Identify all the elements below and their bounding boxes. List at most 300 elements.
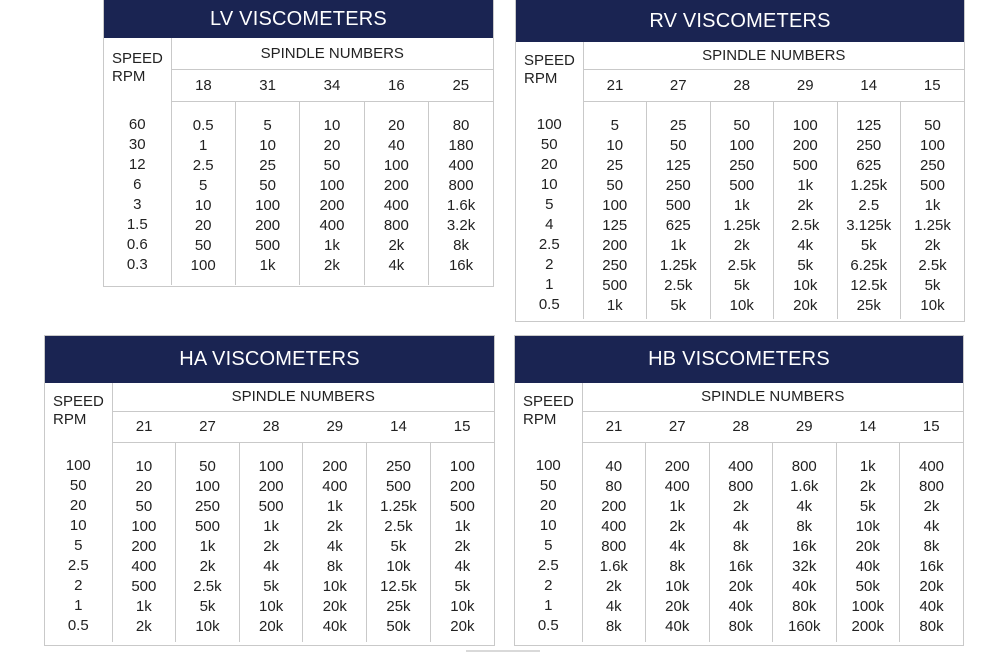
viscosity-value: 4k <box>796 497 813 515</box>
viscosity-value: 5k <box>797 256 814 274</box>
lv-spindle-table <box>104 38 493 285</box>
viscosity-value: 200 <box>131 537 157 555</box>
spindle-number: 27 <box>646 411 710 442</box>
viscosity-value: 1k <box>859 457 876 475</box>
viscosity-value: 2k <box>199 557 216 575</box>
viscosity-value: 400 <box>728 457 754 475</box>
panel-title: RV VISCOMETERS <box>516 0 964 42</box>
panel-title: LV VISCOMETERS <box>104 0 493 38</box>
viscosity-value: 2.5k <box>384 517 413 535</box>
spindle-numbers-header: SPINDLE NUMBERS <box>171 38 493 69</box>
viscosity-value: 4k <box>454 557 471 575</box>
viscosity-value: 25 <box>669 116 687 134</box>
rpm-value: 4 <box>545 216 554 233</box>
viscosity-value: 400 <box>383 196 409 214</box>
rpm-value: 20 <box>69 497 87 514</box>
spindle-number: 29 <box>774 69 838 101</box>
viscosity-value: 500 <box>665 196 691 214</box>
viscosity-value: 2k <box>326 517 343 535</box>
panel-title: HB VISCOMETERS <box>515 336 963 383</box>
viscosity-value: 800 <box>448 176 474 194</box>
rpm-value: 2 <box>74 577 83 594</box>
rpm-value: 0.5 <box>67 617 89 634</box>
rpm-value: 1 <box>545 276 554 293</box>
viscosity-value: 125 <box>665 156 691 174</box>
viscosity-value: 500 <box>258 497 284 515</box>
viscosity-value: 2.5k <box>727 256 756 274</box>
viscosity-value: 40 <box>605 457 623 475</box>
viscosity-value: 40k <box>855 557 880 575</box>
viscosity-value: 2k <box>324 256 340 274</box>
rpm-value: 50 <box>69 477 87 494</box>
rpm-value: 50 <box>539 477 557 494</box>
viscosity-value: 200 <box>258 477 284 495</box>
viscosity-column <box>171 101 235 285</box>
viscosity-value: 10k <box>729 296 754 314</box>
spindle-number: 28 <box>239 411 303 442</box>
viscosity-value: 1k <box>670 236 687 254</box>
rv-spindle-table <box>516 42 964 319</box>
rpm-value: 0.3 <box>126 256 148 273</box>
viscosity-value: 10k <box>920 296 945 314</box>
viscosity-value: 2k <box>923 497 940 515</box>
spindle-number: 18 <box>171 69 235 101</box>
viscosity-column <box>235 101 299 285</box>
rpm-value: 10 <box>540 176 558 193</box>
viscosity-value: 50 <box>606 176 624 194</box>
spindle-number: 31 <box>235 69 299 101</box>
spindle-number: 15 <box>901 69 965 101</box>
viscosity-value: 5k <box>390 537 407 555</box>
viscosity-value: 16k <box>728 557 753 575</box>
viscosity-value: 100 <box>919 136 946 154</box>
viscosity-value: 1.6k <box>790 477 819 495</box>
viscosity-value: 500 <box>194 517 220 535</box>
spindle-numbers-header: SPINDLE NUMBERS <box>112 383 494 411</box>
viscosity-value: 10 <box>259 136 276 154</box>
viscosity-value: 25k <box>856 296 881 314</box>
viscosity-value: 5 <box>610 116 619 134</box>
divider <box>466 650 540 652</box>
spindle-number: 28 <box>709 411 773 442</box>
viscosity-value: 20k <box>450 617 475 635</box>
viscosity-value: 200 <box>319 196 345 214</box>
viscosity-value: 1k <box>669 497 686 515</box>
viscosity-value: 3.125k <box>846 216 892 234</box>
viscosity-value: 625 <box>856 156 882 174</box>
viscosity-value: 50 <box>259 176 276 194</box>
viscosity-value: 1k <box>797 176 814 194</box>
spindle-number: 14 <box>367 411 431 442</box>
viscosity-value: 80 <box>605 477 623 495</box>
viscosity-value: 400 <box>322 477 348 495</box>
viscosity-value: 100 <box>319 176 345 194</box>
viscosity-value: 2.5k <box>791 216 820 234</box>
viscosity-value: 5k <box>733 276 750 294</box>
spindle-number: 15 <box>430 411 494 442</box>
viscosity-value: 200 <box>322 457 348 475</box>
viscosity-value: 20k <box>259 617 284 635</box>
spindle-number: 27 <box>176 411 240 442</box>
viscosity-value: 50 <box>194 236 212 254</box>
viscosity-value: 10k <box>665 577 690 595</box>
viscosity-value: 10k <box>450 597 475 615</box>
viscosity-value: 20k <box>665 597 690 615</box>
viscosity-value: 200 <box>664 457 690 475</box>
viscosity-value: 1k <box>733 196 750 214</box>
rpm-value: 10 <box>539 517 557 534</box>
viscosity-value: 400 <box>448 156 474 174</box>
viscosity-value: 5k <box>859 497 876 515</box>
viscosity-value: 100 <box>255 196 281 214</box>
viscosity-value: 2k <box>263 537 280 555</box>
viscosity-value: 25k <box>386 597 411 615</box>
viscosity-value: 400 <box>664 477 690 495</box>
viscosity-value: 10k <box>259 597 284 615</box>
viscosity-value: 250 <box>602 256 628 274</box>
viscosity-value: 8k <box>326 557 343 575</box>
viscosity-value: 100 <box>602 196 628 214</box>
viscosity-value: 40k <box>322 617 347 635</box>
viscosity-value: 1.6k <box>446 196 476 214</box>
viscosity-value: 50 <box>733 116 751 134</box>
viscosity-value: 4k <box>669 537 686 555</box>
spindle-number: 15 <box>900 411 964 442</box>
rpm-value: 100 <box>536 116 562 133</box>
viscosity-value: 1.25k <box>914 216 951 234</box>
viscosity-value: 40k <box>728 597 753 615</box>
viscosity-value: 20 <box>135 477 153 495</box>
viscosity-value: 2k <box>669 517 686 535</box>
viscosity-value: 50k <box>386 617 411 635</box>
viscosity-value: 1k <box>454 517 471 535</box>
viscosity-value: 10k <box>322 577 347 595</box>
viscosity-value: 10 <box>194 196 212 214</box>
spindle-number: 29 <box>773 411 837 442</box>
viscosity-column <box>430 442 494 642</box>
viscosity-value: 20k <box>728 577 753 595</box>
viscosity-value: 20k <box>322 597 347 615</box>
viscosity-value: 1k <box>199 537 216 555</box>
viscosity-value: 80 <box>452 116 470 134</box>
rpm-value: 5 <box>544 537 553 554</box>
ha-spindle-table <box>45 383 494 642</box>
viscosity-value: 1.25k <box>850 176 888 194</box>
rpm-value: 3 <box>133 196 142 213</box>
viscosity-column <box>709 442 773 642</box>
viscosity-value: 8k <box>605 617 622 635</box>
viscosity-value: 25 <box>606 156 624 174</box>
viscosity-value: 5k <box>454 577 471 595</box>
viscosity-column <box>367 442 431 642</box>
viscosity-value: 2k <box>859 477 876 495</box>
spindle-number: 16 <box>364 69 428 101</box>
viscosity-value: 400 <box>601 517 627 535</box>
rpm-value: 5 <box>74 537 83 554</box>
viscosity-value: 100 <box>190 256 216 274</box>
viscosity-value: 1.25k <box>659 256 697 274</box>
rpm-value: 2.5 <box>67 557 89 574</box>
viscosity-value: 4k <box>326 537 343 555</box>
rpm-value: 5 <box>545 196 554 213</box>
speed-rpm-header: SPEED RPM <box>516 42 583 101</box>
viscosity-value: 800 <box>728 477 754 495</box>
viscosity-value: 800 <box>601 537 627 555</box>
viscosity-value: 800 <box>918 477 945 495</box>
spindle-number: 21 <box>583 69 647 101</box>
rpm-value: 60 <box>128 116 146 133</box>
rpm-column <box>515 442 582 642</box>
viscosity-value: 1.6k <box>599 557 628 575</box>
viscosity-value: 4k <box>605 597 622 615</box>
viscosity-value: 80k <box>919 617 944 635</box>
rpm-column <box>516 101 583 319</box>
viscosity-value: 40k <box>792 577 817 595</box>
speed-rpm-header: SPEED RPM <box>45 383 112 442</box>
viscosity-value: 40k <box>919 597 944 615</box>
rpm-value: 2.5 <box>537 557 559 574</box>
viscosity-column <box>836 442 900 642</box>
viscosity-value: 250 <box>919 156 946 174</box>
spindle-number: 21 <box>112 411 176 442</box>
rpm-value: 6 <box>133 176 142 193</box>
rpm-value: 20 <box>540 156 558 173</box>
viscosity-value: 3.2k <box>446 216 476 234</box>
viscosity-value: 16k <box>919 557 944 575</box>
viscosity-value: 250 <box>729 156 755 174</box>
viscosity-value: 4k <box>732 517 749 535</box>
viscosity-value: 5k <box>199 597 216 615</box>
viscosity-value: 4k <box>923 517 940 535</box>
viscosity-column <box>773 442 837 642</box>
viscosity-column <box>710 101 774 319</box>
spindle-number: 21 <box>582 411 646 442</box>
viscosity-value: 2k <box>924 236 941 254</box>
viscosity-value: 12.5k <box>380 577 417 595</box>
speed-rpm-header: SPEED RPM <box>515 383 582 442</box>
viscosity-value: 125 <box>856 116 882 134</box>
viscosity-value: 10k <box>793 276 818 294</box>
viscosity-value: 80k <box>792 597 817 615</box>
viscosity-value: 2k <box>797 196 814 214</box>
viscosity-column <box>583 101 647 319</box>
viscosity-value: 16k <box>792 537 817 555</box>
viscosity-value: 5k <box>670 296 687 314</box>
viscosity-value: 8k <box>453 236 469 254</box>
viscosity-value: 20 <box>194 216 212 234</box>
viscosity-value: 8k <box>923 537 940 555</box>
viscosity-value: 1k <box>259 256 276 274</box>
viscosity-value: 40 <box>388 136 405 154</box>
rpm-value: 1.5 <box>126 216 148 233</box>
viscosity-value: 20 <box>323 136 341 154</box>
viscosity-value: 250 <box>665 176 691 194</box>
hb-spindle-table <box>515 383 963 642</box>
viscosity-value: 500 <box>131 577 157 595</box>
viscosity-column <box>646 442 710 642</box>
viscosity-value: 5k <box>263 577 280 595</box>
viscosity-value: 400 <box>131 557 157 575</box>
viscosity-value: 8k <box>732 537 749 555</box>
viscosity-value: 80k <box>728 617 753 635</box>
viscosity-value: 1.25k <box>723 216 761 234</box>
viscosity-value: 100 <box>729 136 755 154</box>
viscosity-value: 500 <box>792 156 818 174</box>
viscosity-value: 200 <box>792 136 818 154</box>
viscosity-value: 10 <box>323 116 341 134</box>
viscosity-value: 5k <box>860 236 877 254</box>
viscosity-value: 4k <box>263 557 280 575</box>
viscosity-value: 50 <box>135 497 153 515</box>
viscosity-value: 6.25k <box>850 256 888 274</box>
viscosity-value: 50k <box>855 577 880 595</box>
viscosity-column <box>303 442 367 642</box>
viscosity-value: 200 <box>601 497 627 515</box>
viscosity-value: 250 <box>385 457 411 475</box>
viscosity-value: 1k <box>263 517 280 535</box>
viscosity-value: 10 <box>135 457 153 475</box>
hb-viscometer-panel <box>514 335 964 646</box>
spindle-number: 25 <box>429 69 493 101</box>
viscosity-value: 160k <box>787 617 821 635</box>
viscosity-value: 50 <box>323 156 341 174</box>
viscosity-value: 200 <box>383 176 409 194</box>
spindle-number: 34 <box>300 69 364 101</box>
viscosity-value: 100 <box>792 116 818 134</box>
viscosity-value: 4k <box>797 236 814 254</box>
viscosity-value: 10k <box>855 517 880 535</box>
rpm-value: 0.5 <box>538 296 560 313</box>
viscosity-value: 625 <box>665 216 691 234</box>
viscosity-column <box>837 101 901 319</box>
viscosity-value: 100 <box>449 457 475 475</box>
viscosity-value: 100 <box>383 156 409 174</box>
viscosity-value: 500 <box>385 477 411 495</box>
viscosity-column <box>239 442 303 642</box>
viscosity-value: 800 <box>791 457 817 475</box>
viscosity-value: 50 <box>924 116 941 134</box>
rpm-column <box>45 442 112 642</box>
viscosity-value: 500 <box>449 497 475 515</box>
viscosity-value: 8k <box>796 517 813 535</box>
viscosity-value: 200 <box>602 236 628 254</box>
rpm-value: 50 <box>540 136 558 153</box>
viscosity-value: 500 <box>919 176 946 194</box>
viscosity-value: 500 <box>255 236 281 254</box>
spindle-number: 14 <box>837 69 901 101</box>
rpm-value: 0.5 <box>537 617 559 634</box>
viscosity-value: 2.5k <box>193 577 222 595</box>
viscosity-value: 200k <box>851 617 885 635</box>
rpm-value: 2 <box>545 256 554 273</box>
viscosity-value: 1k <box>326 497 343 515</box>
rpm-value: 1 <box>74 597 83 614</box>
spindle-numbers-header: SPINDLE NUMBERS <box>583 42 964 69</box>
viscosity-column <box>647 101 711 319</box>
viscosity-value: 5k <box>924 276 941 294</box>
viscosity-value: 2k <box>454 537 471 555</box>
rpm-value: 1 <box>544 597 553 614</box>
viscosity-value: 100 <box>194 477 220 495</box>
viscosity-value: 5 <box>263 116 272 134</box>
viscosity-value: 200 <box>255 216 281 234</box>
viscosity-value: 800 <box>383 216 409 234</box>
viscosity-value: 5 <box>199 176 208 194</box>
viscosity-value: 100k <box>851 597 885 615</box>
viscosity-value: 0.5 <box>192 116 214 134</box>
viscosity-column <box>176 442 240 642</box>
viscosity-value: 2.5 <box>858 196 880 214</box>
viscosity-value: 16k <box>448 256 474 274</box>
viscosity-value: 20k <box>793 296 818 314</box>
viscosity-column <box>900 442 964 642</box>
rv-viscometer-panel <box>515 0 965 322</box>
viscosity-value: 1k <box>606 296 623 314</box>
viscosity-column <box>112 442 176 642</box>
ha-viscometer-panel <box>44 335 495 646</box>
viscosity-value: 40k <box>665 617 690 635</box>
viscosity-column <box>300 101 364 285</box>
viscosity-value: 12.5k <box>850 276 888 294</box>
viscosity-value: 50 <box>199 457 216 475</box>
spindle-number: 28 <box>710 69 774 101</box>
viscosity-value: 250 <box>856 136 882 154</box>
spindle-number: 14 <box>836 411 900 442</box>
viscosity-value: 32k <box>792 557 817 575</box>
viscosity-value: 180 <box>448 136 474 154</box>
viscosity-value: 20k <box>855 537 880 555</box>
viscosity-value: 200 <box>449 477 475 495</box>
viscosity-value: 8k <box>669 557 686 575</box>
panel-title: HA VISCOMETERS <box>45 336 494 383</box>
spindle-number: 27 <box>647 69 711 101</box>
viscosity-value: 2k <box>388 236 405 254</box>
viscosity-value: 10k <box>195 617 220 635</box>
viscosity-column <box>364 101 428 285</box>
lv-viscometer-panel <box>103 0 494 287</box>
viscosity-value: 2.5k <box>664 276 693 294</box>
viscosity-value: 500 <box>729 176 755 194</box>
viscosity-value: 50 <box>669 136 687 154</box>
rpm-value: 10 <box>69 517 87 534</box>
rpm-value: 2 <box>544 577 553 594</box>
viscosity-value: 10 <box>606 136 624 154</box>
viscosity-column <box>774 101 838 319</box>
rpm-value: 100 <box>535 457 561 474</box>
rpm-value: 12 <box>128 156 146 173</box>
viscosity-value: 250 <box>194 497 220 515</box>
spindle-number: 29 <box>303 411 367 442</box>
viscosity-value: 1k <box>924 196 941 214</box>
rpm-column <box>104 101 171 285</box>
viscosity-value: 1k <box>324 236 340 254</box>
viscosity-value: 400 <box>319 216 345 234</box>
viscosity-column <box>429 101 493 285</box>
spindle-numbers-header: SPINDLE NUMBERS <box>582 383 963 411</box>
viscosity-value: 4k <box>388 256 405 274</box>
rpm-value: 0.6 <box>126 236 148 253</box>
viscosity-value: 20k <box>919 577 944 595</box>
viscosity-value: 400 <box>918 457 945 475</box>
viscosity-value: 2.5k <box>918 256 947 274</box>
viscosity-value: 2k <box>733 236 750 254</box>
rpm-value: 2.5 <box>538 236 560 253</box>
viscosity-value: 20 <box>388 116 405 134</box>
viscosity-value: 2k <box>135 617 152 635</box>
viscosity-value: 1k <box>135 597 152 615</box>
viscosity-column <box>582 442 646 642</box>
viscosity-value: 10k <box>386 557 411 575</box>
